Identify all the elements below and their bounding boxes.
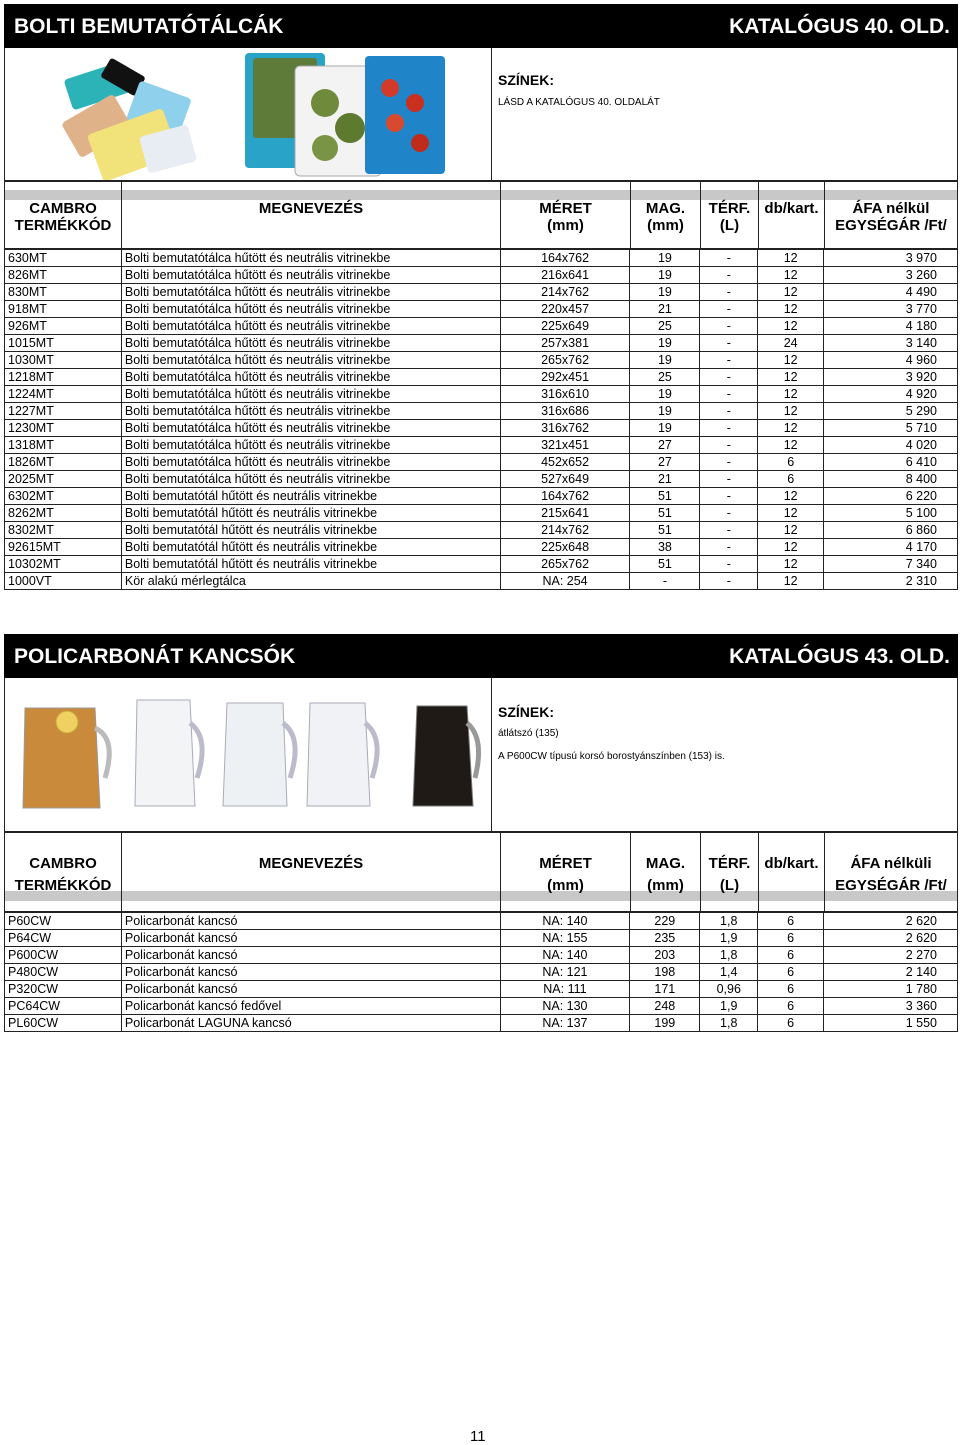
height-cell: 229 [630, 913, 700, 930]
size-cell: 214x762 [500, 284, 630, 301]
size-cell: NA: 140 [500, 947, 630, 964]
code-cell: 1318MT [5, 437, 122, 454]
name-cell: Policarbonát kancsó fedővel [121, 998, 500, 1015]
height-cell: 19 [630, 386, 700, 403]
volume-cell: - [700, 369, 758, 386]
price-cell: 5 290 [824, 403, 958, 420]
per-box-cell: 6 [758, 454, 824, 471]
per-box-cell: 12 [758, 539, 824, 556]
height-cell: 51 [630, 488, 700, 505]
name-cell: Policarbonát kancsó [121, 964, 500, 981]
table-row [5, 403, 958, 420]
name-cell: Bolti bemutatótálca hűtött és neutrális vitrinekbe [121, 352, 500, 369]
volume-cell: - [700, 386, 758, 403]
price-cell: 2 140 [824, 964, 958, 981]
volume-cell: - [700, 352, 758, 369]
size-cell: 316x762 [500, 420, 630, 437]
height-cell: 19 [630, 284, 700, 301]
colors-info-2 [492, 678, 957, 831]
code-cell: PL60CW [5, 1015, 122, 1032]
name-cell: Bolti bemutatótálca hűtött és neutrális vitrinekbe [121, 420, 500, 437]
header-volume-2: TÉRF. (L) [701, 833, 759, 911]
code-cell: 826MT [5, 267, 122, 284]
volume-cell: - [700, 335, 758, 352]
size-cell: 225x648 [500, 539, 630, 556]
table-row [5, 573, 958, 590]
price-cell: 2 620 [824, 913, 958, 930]
name-cell: Bolti bemutatótál hűtött és neutrális vitrinekbe [121, 522, 500, 539]
header-volume: TÉRF. (L) [701, 182, 759, 248]
table-row [5, 420, 958, 437]
size-cell: NA: 140 [500, 913, 630, 930]
size-cell: NA: 254 [500, 573, 630, 590]
height-cell: 248 [630, 998, 700, 1015]
size-cell: 215x641 [500, 505, 630, 522]
code-cell: 1227MT [5, 403, 122, 420]
name-cell: Bolti bemutatótálca hűtött és neutrális vitrinekbe [121, 471, 500, 488]
catalog-reference-2: KATALÓGUS 43. OLD. [729, 645, 950, 668]
volume-cell: - [700, 539, 758, 556]
name-cell: Policarbonát kancsó [121, 930, 500, 947]
code-cell: 630MT [5, 250, 122, 267]
volume-cell: - [700, 471, 758, 488]
size-cell: NA: 121 [500, 964, 630, 981]
volume-cell: 1,8 [700, 1015, 758, 1032]
name-cell: Bolti bemutatótálca hűtött és neutrális vitrinekbe [121, 454, 500, 471]
height-cell: 25 [630, 318, 700, 335]
per-box-cell: 6 [758, 913, 824, 930]
table-row [5, 505, 958, 522]
volume-cell: - [700, 267, 758, 284]
table-row [5, 437, 958, 454]
price-cell: 1 780 [824, 981, 958, 998]
volume-cell: 1,8 [700, 913, 758, 930]
height-cell: 25 [630, 369, 700, 386]
colors-info [492, 48, 957, 180]
price-cell: 1 550 [824, 1015, 958, 1032]
height-cell: 51 [630, 556, 700, 573]
table-row [5, 250, 958, 267]
volume-cell: - [700, 454, 758, 471]
volume-cell: - [700, 318, 758, 335]
table-header-2 [4, 832, 958, 912]
per-box-cell: 12 [758, 420, 824, 437]
name-cell: Policarbonát LAGUNA kancsó [121, 1015, 500, 1032]
price-cell: 2 620 [824, 930, 958, 947]
table-row [5, 284, 958, 301]
code-cell: 1826MT [5, 454, 122, 471]
name-cell: Kör alakú mérlegtálca [121, 573, 500, 590]
code-cell: 830MT [5, 284, 122, 301]
size-cell: 225x649 [500, 318, 630, 335]
code-cell: 6302MT [5, 488, 122, 505]
table-row [5, 318, 958, 335]
product-photo-row-2 [4, 678, 958, 832]
table-row [5, 335, 958, 352]
code-cell: 8262MT [5, 505, 122, 522]
colors-title-2: SZÍNEK: [498, 704, 554, 720]
name-cell: Policarbonát kancsó [121, 913, 500, 930]
header-size: MÉRET (mm) [501, 182, 631, 248]
per-box-cell: 12 [758, 250, 824, 267]
volume-cell: 1,9 [700, 930, 758, 947]
price-cell: 7 340 [824, 556, 958, 573]
name-cell: Bolti bemutatótálca hűtött és neutrális vitrinekbe [121, 335, 500, 352]
name-cell: Bolti bemutatótálca hűtött és neutrális vitrinekbe [121, 369, 500, 386]
table-row [5, 522, 958, 539]
code-cell: 1230MT [5, 420, 122, 437]
section-title-bar [4, 4, 958, 48]
pitchers-table [4, 912, 958, 1032]
height-cell: 235 [630, 930, 700, 947]
per-box-cell: 12 [758, 318, 824, 335]
size-cell: 292x451 [500, 369, 630, 386]
size-cell: 164x762 [500, 488, 630, 505]
per-box-cell: 6 [758, 930, 824, 947]
size-cell: 321x451 [500, 437, 630, 454]
code-cell: 926MT [5, 318, 122, 335]
code-cell: 92615MT [5, 539, 122, 556]
display-trays-image [5, 48, 491, 180]
section-title: BOLTI BEMUTATÓTÁLCÁK [14, 15, 284, 38]
volume-cell: - [700, 420, 758, 437]
height-cell: 199 [630, 1015, 700, 1032]
code-cell: 1015MT [5, 335, 122, 352]
size-cell: 257x381 [500, 335, 630, 352]
per-box-cell: 12 [758, 267, 824, 284]
price-cell: 6 860 [824, 522, 958, 539]
per-box-cell: 6 [758, 964, 824, 981]
table-row [5, 913, 958, 930]
section-title-bar-2 [4, 634, 958, 678]
price-cell: 4 170 [824, 539, 958, 556]
table-row [5, 352, 958, 369]
name-cell: Bolti bemutatótálca hűtött és neutrális vitrinekbe [121, 284, 500, 301]
per-box-cell: 12 [758, 488, 824, 505]
name-cell: Bolti bemutatótálca hűtött és neutrális vitrinekbe [121, 301, 500, 318]
volume-cell: - [700, 488, 758, 505]
volume-cell: - [700, 505, 758, 522]
header-price-2: ÁFA nélküli EGYSÉGÁR /Ft/ [825, 833, 957, 911]
price-cell: 6 220 [824, 488, 958, 505]
size-cell: 316x686 [500, 403, 630, 420]
price-cell: 4 920 [824, 386, 958, 403]
table-row [5, 981, 958, 998]
volume-cell: 0,96 [700, 981, 758, 998]
price-cell: 8 400 [824, 471, 958, 488]
price-cell: 6 410 [824, 454, 958, 471]
price-cell: 5 100 [824, 505, 958, 522]
code-cell: 2025MT [5, 471, 122, 488]
volume-cell: 1,9 [700, 998, 758, 1015]
code-cell: P600CW [5, 947, 122, 964]
volume-cell: 1,4 [700, 964, 758, 981]
name-cell: Bolti bemutatótál hűtött és neutrális vitrinekbe [121, 505, 500, 522]
name-cell: Policarbonát kancsó [121, 981, 500, 998]
height-cell: 51 [630, 522, 700, 539]
code-cell: P64CW [5, 930, 122, 947]
per-box-cell: 6 [758, 1015, 824, 1032]
per-box-cell: 6 [758, 981, 824, 998]
name-cell: Bolti bemutatótálca hűtött és neutrális vitrinekbe [121, 386, 500, 403]
height-cell: 203 [630, 947, 700, 964]
size-cell: 164x762 [500, 250, 630, 267]
price-cell: 3 920 [824, 369, 958, 386]
per-box-cell: 6 [758, 471, 824, 488]
pitchers-photo [5, 678, 492, 831]
code-cell: 1030MT [5, 352, 122, 369]
name-cell: Bolti bemutatótálca hűtött és neutrális vitrinekbe [121, 403, 500, 420]
product-photo-row [4, 48, 958, 181]
size-cell: 316x610 [500, 386, 630, 403]
height-cell: 38 [630, 539, 700, 556]
trays-table [4, 249, 958, 590]
price-cell: 4 020 [824, 437, 958, 454]
height-cell: 19 [630, 267, 700, 284]
pitchers-image [5, 678, 491, 831]
name-cell: Bolti bemutatótálca hűtött és neutrális vitrinekbe [121, 250, 500, 267]
per-box-cell: 12 [758, 386, 824, 403]
code-cell: P320CW [5, 981, 122, 998]
size-cell: 214x762 [500, 522, 630, 539]
header-price: ÁFA nélkül EGYSÉGÁR /Ft/ [825, 182, 957, 248]
size-cell: 216x641 [500, 267, 630, 284]
price-cell: 3 140 [824, 335, 958, 352]
table-row [5, 964, 958, 981]
volume-cell: - [700, 403, 758, 420]
volume-cell: - [700, 301, 758, 318]
per-box-cell: 12 [758, 352, 824, 369]
code-cell: P480CW [5, 964, 122, 981]
header-per-box: db/kart. [759, 182, 825, 248]
colors-title: SZÍNEK: [498, 72, 554, 88]
per-box-cell: 12 [758, 522, 824, 539]
size-cell: 452x652 [500, 454, 630, 471]
height-cell: 51 [630, 505, 700, 522]
height-cell: 198 [630, 964, 700, 981]
code-cell: 918MT [5, 301, 122, 318]
section-title-2: POLICARBONÁT KANCSÓK [14, 645, 296, 668]
code-cell: PC64CW [5, 998, 122, 1015]
colors-text: LÁSD A KATALÓGUS 40. OLDALÁT [498, 97, 660, 108]
table-row [5, 998, 958, 1015]
table-row [5, 369, 958, 386]
volume-cell: - [700, 556, 758, 573]
per-box-cell: 12 [758, 403, 824, 420]
volume-cell: - [700, 522, 758, 539]
height-cell: 21 [630, 301, 700, 318]
price-cell: 4 180 [824, 318, 958, 335]
height-cell: 19 [630, 420, 700, 437]
volume-cell: 1,8 [700, 947, 758, 964]
per-box-cell: 12 [758, 505, 824, 522]
name-cell: Bolti bemutatótál hűtött és neutrális vitrinekbe [121, 488, 500, 505]
size-cell: NA: 130 [500, 998, 630, 1015]
header-code-2: CAMBRO TERMÉKKÓD [5, 833, 122, 911]
price-cell: 3 360 [824, 998, 958, 1015]
per-box-cell: 6 [758, 998, 824, 1015]
price-cell: 4 960 [824, 352, 958, 369]
height-cell: 19 [630, 403, 700, 420]
table-row [5, 471, 958, 488]
name-cell: Bolti bemutatótálca hűtött és neutrális vitrinekbe [121, 318, 500, 335]
table-row [5, 301, 958, 318]
colors-text-2b: A P600CW típusú korsó borostyánszínben (153) is. [498, 751, 725, 762]
height-cell: 19 [630, 250, 700, 267]
name-cell: Policarbonát kancsó [121, 947, 500, 964]
price-cell: 3 770 [824, 301, 958, 318]
price-cell: 2 310 [824, 573, 958, 590]
per-box-cell: 12 [758, 301, 824, 318]
volume-cell: - [700, 437, 758, 454]
header-height: MAG. (mm) [631, 182, 701, 248]
table-row [5, 267, 958, 284]
trays-photo [5, 48, 492, 180]
code-cell: 1000VT [5, 573, 122, 590]
header-per-box-2: db/kart. [759, 833, 825, 911]
page-number: 11 [470, 1428, 486, 1445]
code-cell: 1224MT [5, 386, 122, 403]
price-cell: 2 270 [824, 947, 958, 964]
height-cell: 27 [630, 454, 700, 471]
code-cell: 8302MT [5, 522, 122, 539]
code-cell: 1218MT [5, 369, 122, 386]
code-cell: 10302MT [5, 556, 122, 573]
table-row [5, 539, 958, 556]
price-cell: 5 710 [824, 420, 958, 437]
height-cell: 19 [630, 352, 700, 369]
per-box-cell: 12 [758, 284, 824, 301]
height-cell: 27 [630, 437, 700, 454]
table-row [5, 386, 958, 403]
table-row [5, 488, 958, 505]
per-box-cell: 6 [758, 947, 824, 964]
size-cell: NA: 155 [500, 930, 630, 947]
size-cell: 220x457 [500, 301, 630, 318]
colors-text-2a: átlátszó (135) [498, 728, 559, 739]
size-cell: 265x762 [500, 556, 630, 573]
name-cell: Bolti bemutatótál hűtött és neutrális vitrinekbe [121, 556, 500, 573]
size-cell: NA: 137 [500, 1015, 630, 1032]
price-cell: 4 490 [824, 284, 958, 301]
table-row [5, 556, 958, 573]
name-cell: Bolti bemutatótál hűtött és neutrális vitrinekbe [121, 539, 500, 556]
price-cell: 3 970 [824, 250, 958, 267]
code-cell: P60CW [5, 913, 122, 930]
height-cell: 21 [630, 471, 700, 488]
table-row [5, 947, 958, 964]
catalog-reference: KATALÓGUS 40. OLD. [729, 15, 950, 38]
per-box-cell: 12 [758, 437, 824, 454]
per-box-cell: 24 [758, 335, 824, 352]
table-row [5, 930, 958, 947]
size-cell: 527x649 [500, 471, 630, 488]
header-height-2: MAG. (mm) [631, 833, 701, 911]
name-cell: Bolti bemutatótálca hűtött és neutrális vitrinekbe [121, 437, 500, 454]
per-box-cell: 12 [758, 556, 824, 573]
height-cell: 171 [630, 981, 700, 998]
size-cell: NA: 111 [500, 981, 630, 998]
name-cell: Bolti bemutatótálca hűtött és neutrális vitrinekbe [121, 267, 500, 284]
height-cell: - [630, 573, 700, 590]
size-cell: 265x762 [500, 352, 630, 369]
per-box-cell: 12 [758, 369, 824, 386]
volume-cell: - [700, 284, 758, 301]
header-size-2: MÉRET (mm) [501, 833, 631, 911]
volume-cell: - [700, 250, 758, 267]
header-name: MEGNEVEZÉS [122, 182, 501, 248]
header-code: CAMBRO TERMÉKKÓD [5, 182, 122, 248]
height-cell: 19 [630, 335, 700, 352]
header-name-2: MEGNEVEZÉS [122, 833, 501, 911]
table-header [4, 181, 958, 249]
table-row [5, 454, 958, 471]
price-cell: 3 260 [824, 267, 958, 284]
volume-cell: - [700, 573, 758, 590]
per-box-cell: 12 [758, 573, 824, 590]
table-row [5, 1015, 958, 1032]
